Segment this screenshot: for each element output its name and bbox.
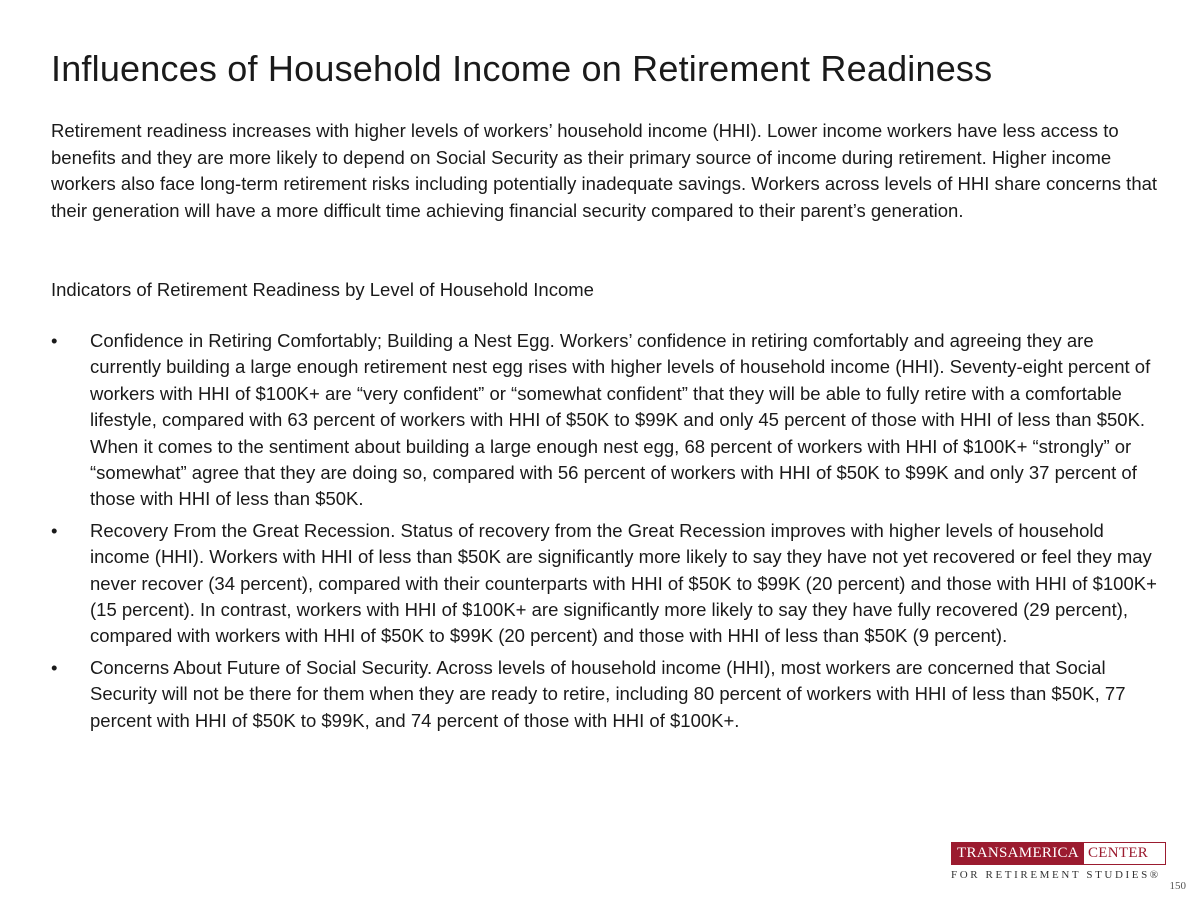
- intro-paragraph: Retirement readiness increases with higher levels of workers’ household income (HHI). Lower income workers have less access to benefits and they are more likely to depend on Social Security as their primary source of income during retirement. Higher income workers also face long-term retirement risks including potentially inadequate savings. Workers across levels of HHI share concerns that their generation will have a more difficult time achieving financial security compared to their parent’s generation.: [51, 120, 1158, 221]
- bullet-text: Concerns About Future of Social Security. Across levels of household income (HHI), most workers are concerned that Social Security will not be there for them when they are ready to retire, including 80 percent of workers with HHI of less than $50K, 77 percent with HHI of $50K to $99K, and 74 percent of those with HHI of $100K+.: [90, 656, 1126, 731]
- logo-subtitle: FOR RETIREMENT STUDIES®: [951, 869, 1161, 881]
- bullet-text: Recovery From the Great Recession. Status of recovery from the Great Recession improves with higher levels of household income (HHI). Workers with HHI of less than $50K are significantly more likely to say they have not yet recovered or feel they may never recover (34 percent), compared with their counterparts with HHI of $50K to $99K (20 percent) and those with HHI of $100K+ (15 percent). In contrast, workers with HHI of $100K+ are significantly more likely to say they have fully recovered (29 percent), compared with workers with HHI of $50K to $99K (20 percent) and those with HHI of less than $50K (9 percent).: [90, 519, 1157, 647]
- bullet-dot-icon: •: [51, 330, 58, 351]
- bullet-item-confidence: [51, 328, 1161, 513]
- slide-title: Influences of Household Income on Retirement Readiness: [51, 48, 993, 89]
- page-number: 150: [1169, 880, 1186, 892]
- bullet-item-social-security: [51, 655, 1161, 734]
- logo-transamerica-text: TRANSAMERICA: [952, 843, 1084, 864]
- section-subheading: Indicators of Retirement Readiness by Level of Household Income: [51, 279, 594, 300]
- bullet-dot-icon: •: [51, 656, 58, 678]
- indicator-bullet-list: [51, 328, 1161, 739]
- bullet-text: Confidence in Retiring Comfortably; Building a Nest Egg. Workers’ confidence in retiring comfortably and agreeing they are currently building a large enough retirement nest egg rises with higher levels of household income (HHI). Seventy-eight percent of workers with HHI of $100K+ are “very confident” or “somewhat confident” that they will be able to fully retire with a comfortable lifestyle, compared with 63 percent of workers with HHI of $50K to $99K and only 45 percent of those with HHI of less than $50K. When it comes to the sentiment about building a large enough nest egg, 68 percent of workers with HHI of $100K+ “strongly” or “somewhat” agree that they are doing so, compared with 56 percent of workers with HHI of $50K to $99K and only 37 percent of those with HHI of less than $50K.: [90, 330, 1151, 510]
- bullet-item-recovery: [51, 518, 1161, 650]
- logo-wordmark-box: [951, 842, 1166, 865]
- transamerica-logo: [951, 842, 1166, 881]
- bullet-dot-icon: •: [51, 519, 58, 541]
- logo-center-text: CENTER: [1087, 845, 1149, 861]
